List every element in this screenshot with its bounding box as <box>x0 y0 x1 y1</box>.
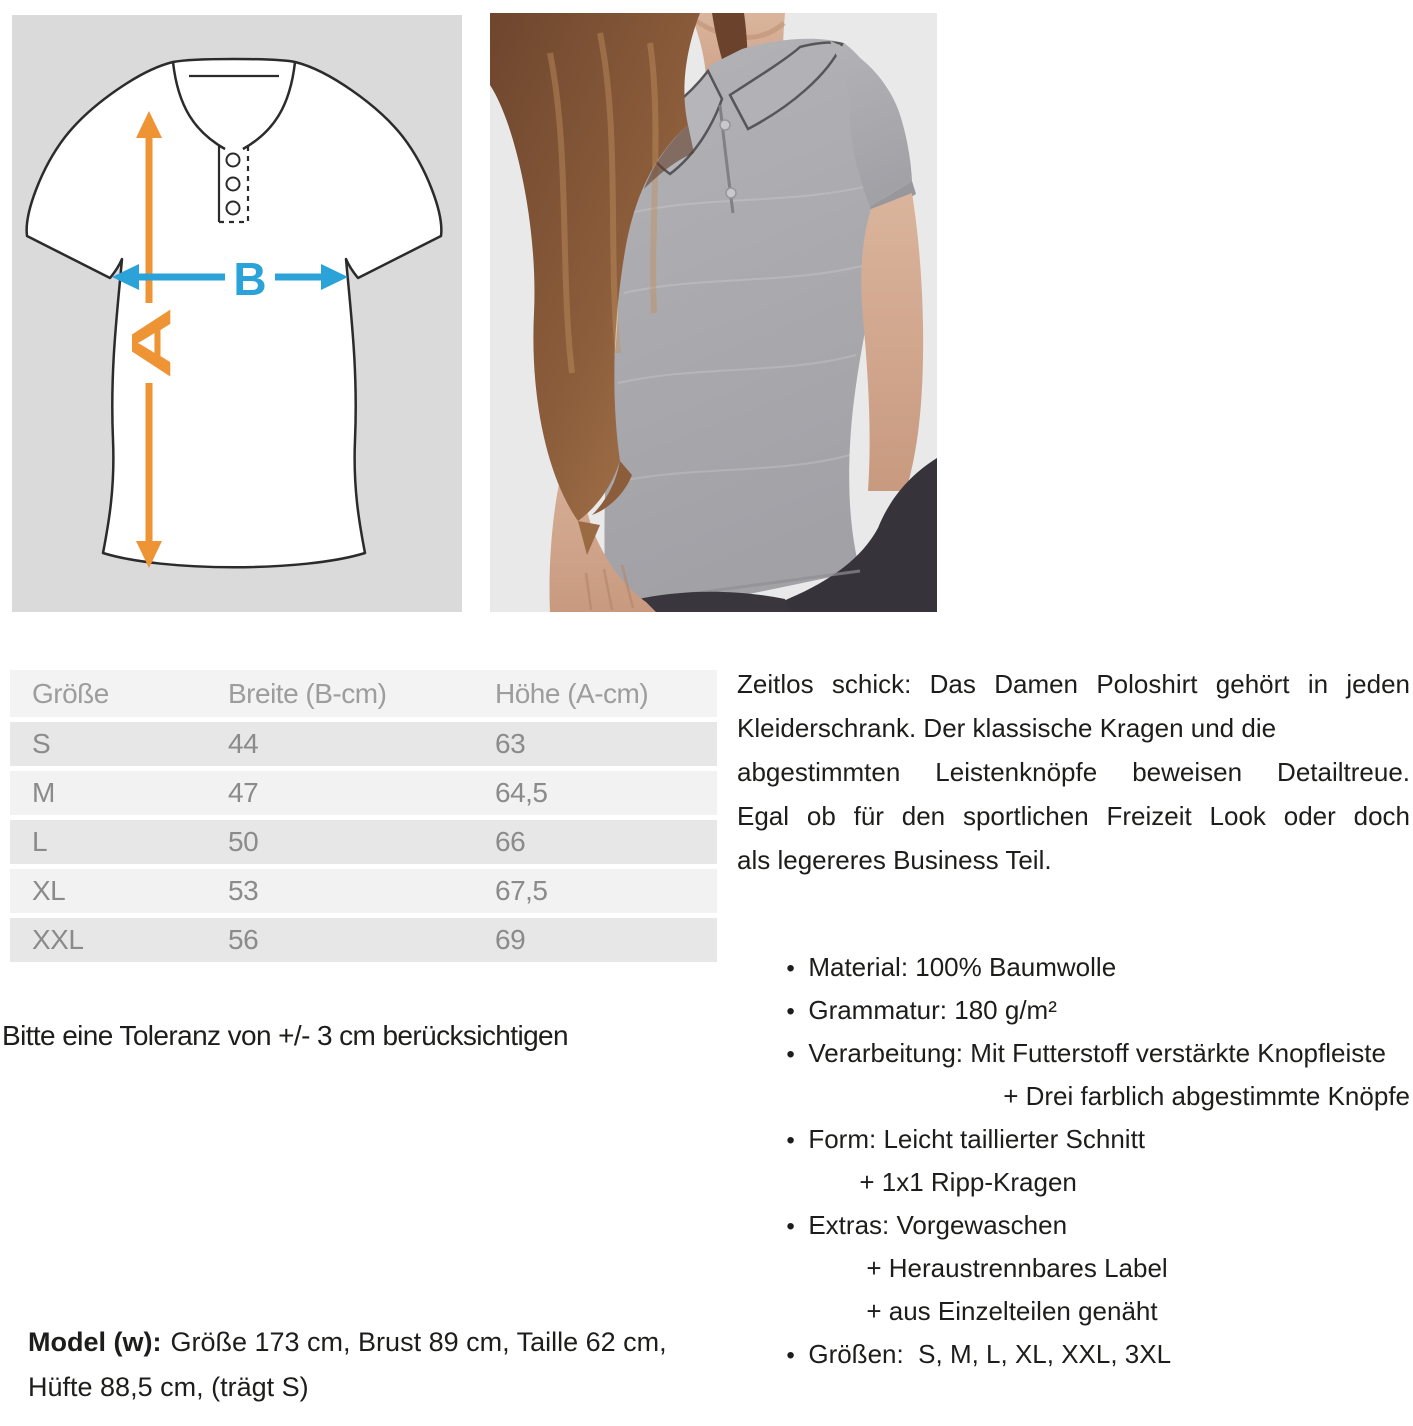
feature-list <box>737 903 1410 1369</box>
col-header-height: Höhe (A-cm) <box>495 677 649 709</box>
feature-item: • Extras: Vorgewaschen <box>737 1161 1410 1204</box>
model-right-arm <box>861 193 923 491</box>
feature-item-continuation: + 1x1 Ripp-Kragen <box>859 1167 1077 1197</box>
model-photo <box>490 13 937 612</box>
feature-item: • Material: 100% Baumwolle <box>737 903 1410 946</box>
bullet-icon: • <box>786 955 795 982</box>
polo-outline-drawing <box>27 59 442 567</box>
feature-item-continuation: + aus Einzelteilen genäht <box>866 1296 1158 1326</box>
bullet-icon: • <box>786 1041 795 1068</box>
table-row: M 47 64,5 <box>10 771 717 815</box>
label-b: B <box>233 253 267 305</box>
description-line: Egal ob für den sportlichen Freizeit Look oder doch <box>737 801 1410 831</box>
polo-sketch-diagram <box>12 15 462 612</box>
bullet-icon: • <box>786 1213 795 1240</box>
feature-item: • Grammatur: 180 g/m² <box>737 946 1410 989</box>
feature-item-continuation: + Drei farblich abgestimmte Knöpfe <box>1003 1081 1410 1111</box>
model-note-label: Model (w): <box>28 1327 162 1357</box>
bullet-icon: • <box>786 1342 795 1369</box>
shirt-button <box>720 120 730 130</box>
description-line: Kleiderschrank. Der klassische Kragen und die <box>737 713 1277 743</box>
label-a: A <box>119 338 183 379</box>
tolerance-note: Bitte eine Toleranz von +/- 3 cm berücksichtigen <box>2 1020 568 1051</box>
table-row: L 50 66 <box>10 820 717 864</box>
feature-item: • Form: Leicht taillierter Schnitt <box>737 1075 1410 1118</box>
col-header-width: Breite (B-cm) <box>228 677 387 709</box>
feature-item: • Verarbeitung: Mit Futterstoff verstärkte Knopfleiste <box>737 989 1410 1032</box>
description-line: als legereres Business Teil. <box>737 845 1052 875</box>
description-line: abgestimmten Leistenknöpfe beweisen Detailtreue. <box>737 757 1410 787</box>
model-note-line1: Größe 173 cm, Brust 89 cm, Taille 62 cm, <box>170 1327 667 1357</box>
size-table-header <box>10 670 717 717</box>
product-description <box>737 662 1410 882</box>
model-note-line2: Hüfte 88,5 cm, (trägt S) <box>28 1372 309 1402</box>
model-photo-illustration <box>490 13 937 612</box>
size-diagram-panel <box>12 15 462 612</box>
model-measurements-note <box>28 1320 718 1410</box>
col-header-size: Größe <box>32 677 109 709</box>
description-line: Zeitlos schick: Das Damen Poloshirt gehört in jeden <box>737 669 1410 699</box>
table-row: XXL 56 69 <box>10 918 717 962</box>
bullet-icon: • <box>786 998 795 1025</box>
shirt-button <box>726 188 736 198</box>
feature-item-continuation: + Heraustrennbares Label <box>866 1253 1168 1283</box>
table-row: XL 53 67,5 <box>10 869 717 913</box>
table-row: S 44 63 <box>10 722 717 766</box>
size-table <box>10 670 717 967</box>
bullet-icon: • <box>786 1127 795 1154</box>
feature-item: • Größen: S, M, L, XL, XXL, 3XL <box>737 1290 1410 1333</box>
